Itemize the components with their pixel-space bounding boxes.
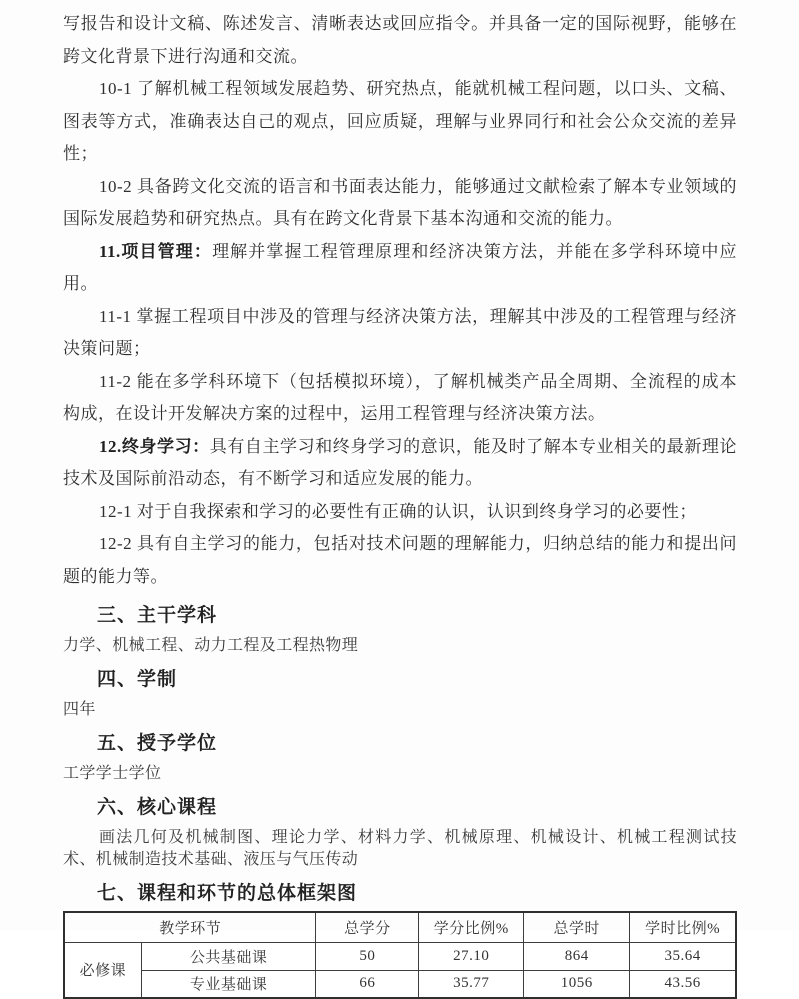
heading-core-courses: 六、核心课程 [97, 797, 218, 818]
paragraph-11-bold-label: 11.项目管理： [99, 241, 213, 261]
cell-hour-percent: 43.56 [630, 970, 736, 998]
heading-duration: 四、学制 [97, 669, 178, 690]
paragraph-12-text: 具有自主学习和终身学习的意识，能及时了解本专业相关的最新理论技术及国际前沿动态，有不断学习和适应发展的能力。 [63, 436, 738, 488]
paragraph-continuation: 写报告和设计文稿、陈述发言、清晰表达或回应指令。并具备一定的国际视野，能够在跨文化背景下进行沟通和交流。 [63, 14, 737, 66]
paragraph-12-1: 12-1 对于自我探索和学习的必要性有正确的认识，认识到终身学习的必要性； [99, 501, 697, 521]
table-header-row [64, 912, 736, 942]
cell-category: 专业基础课 [141, 970, 316, 998]
duration-text: 四年 [63, 701, 96, 718]
main-disciplines-text: 力学、机械工程、动力工程及工程热物理 [63, 637, 359, 654]
header-total-hours: 总学时 [524, 912, 630, 942]
paragraph-11-text: 理解并掌握工程管理原理和经济决策方法，并能在多学科环境中应用。 [63, 241, 738, 293]
core-courses-text: 画法几何及机械制图、理论力学、材料力学、机械原理、机械设计、机械工程测试技术、机械制造技术基础、液压与气压传动 [63, 829, 737, 868]
cell-hours: 864 [524, 942, 630, 970]
header-hour-percent: 学时比例% [630, 912, 736, 942]
heading-framework-diagram: 七、课程和环节的总体框架图 [97, 883, 358, 904]
degree-awarded-text: 工学学士学位 [63, 765, 162, 782]
cell-hour-percent: 35.64 [630, 942, 736, 970]
table-row [64, 970, 736, 998]
cell-category: 公共基础课 [141, 942, 316, 970]
heading-main-disciplines: 三、主干学科 [97, 605, 218, 626]
cell-credit-percent: 27.10 [419, 942, 524, 970]
cell-credits: 50 [316, 942, 419, 970]
cell-hours: 1056 [524, 970, 630, 998]
paragraph-12-2: 12-2 具有自主学习的能力，包括对技术问题的理解能力，归纳总结的能力和提出问题的能力等。 [63, 534, 737, 586]
paragraph-11-1: 11-1 掌握工程项目中涉及的管理与经济决策方法，理解其中涉及的工程管理与经济决策问题； [63, 306, 737, 358]
cell-credits: 66 [316, 970, 419, 998]
table-row [64, 942, 736, 970]
row-group-required-courses: 必修课 [64, 942, 141, 998]
paragraph-12-bold-label: 12.终身学习： [99, 436, 210, 456]
paragraph-10-1: 10-1 了解机械工程领域发展趋势、研究热点，能就机械工程问题，以口头、文稿、图表等方式，准确表达自己的观点，回应质疑，理解与业界同行和社会公众交流的差异性； [63, 79, 737, 163]
cell-credit-percent: 35.77 [419, 970, 524, 998]
paragraph-12 [63, 431, 737, 496]
header-teaching-segment: 教学环节 [64, 912, 316, 942]
paragraph-11 [63, 236, 737, 301]
paragraph-10-2: 10-2 具备跨文化交流的语言和书面表达能力，能够通过文献检索了解本专业领域的国际发展趋势和研究热点。具有在跨文化背景下基本沟通和交流的能力。 [63, 176, 737, 228]
paragraph-11-2: 11-2 能在多学科环境下（包括模拟环境），了解机械类产品全周期、全流程的成本构成，在设计开发解决方案的过程中，运用工程管理与经济决策方法。 [63, 371, 737, 423]
header-total-credits: 总学分 [316, 912, 419, 942]
header-credit-percent: 学分比例% [419, 912, 524, 942]
heading-degree-awarded: 五、授予学位 [97, 733, 218, 754]
curriculum-framework-table [63, 911, 737, 999]
